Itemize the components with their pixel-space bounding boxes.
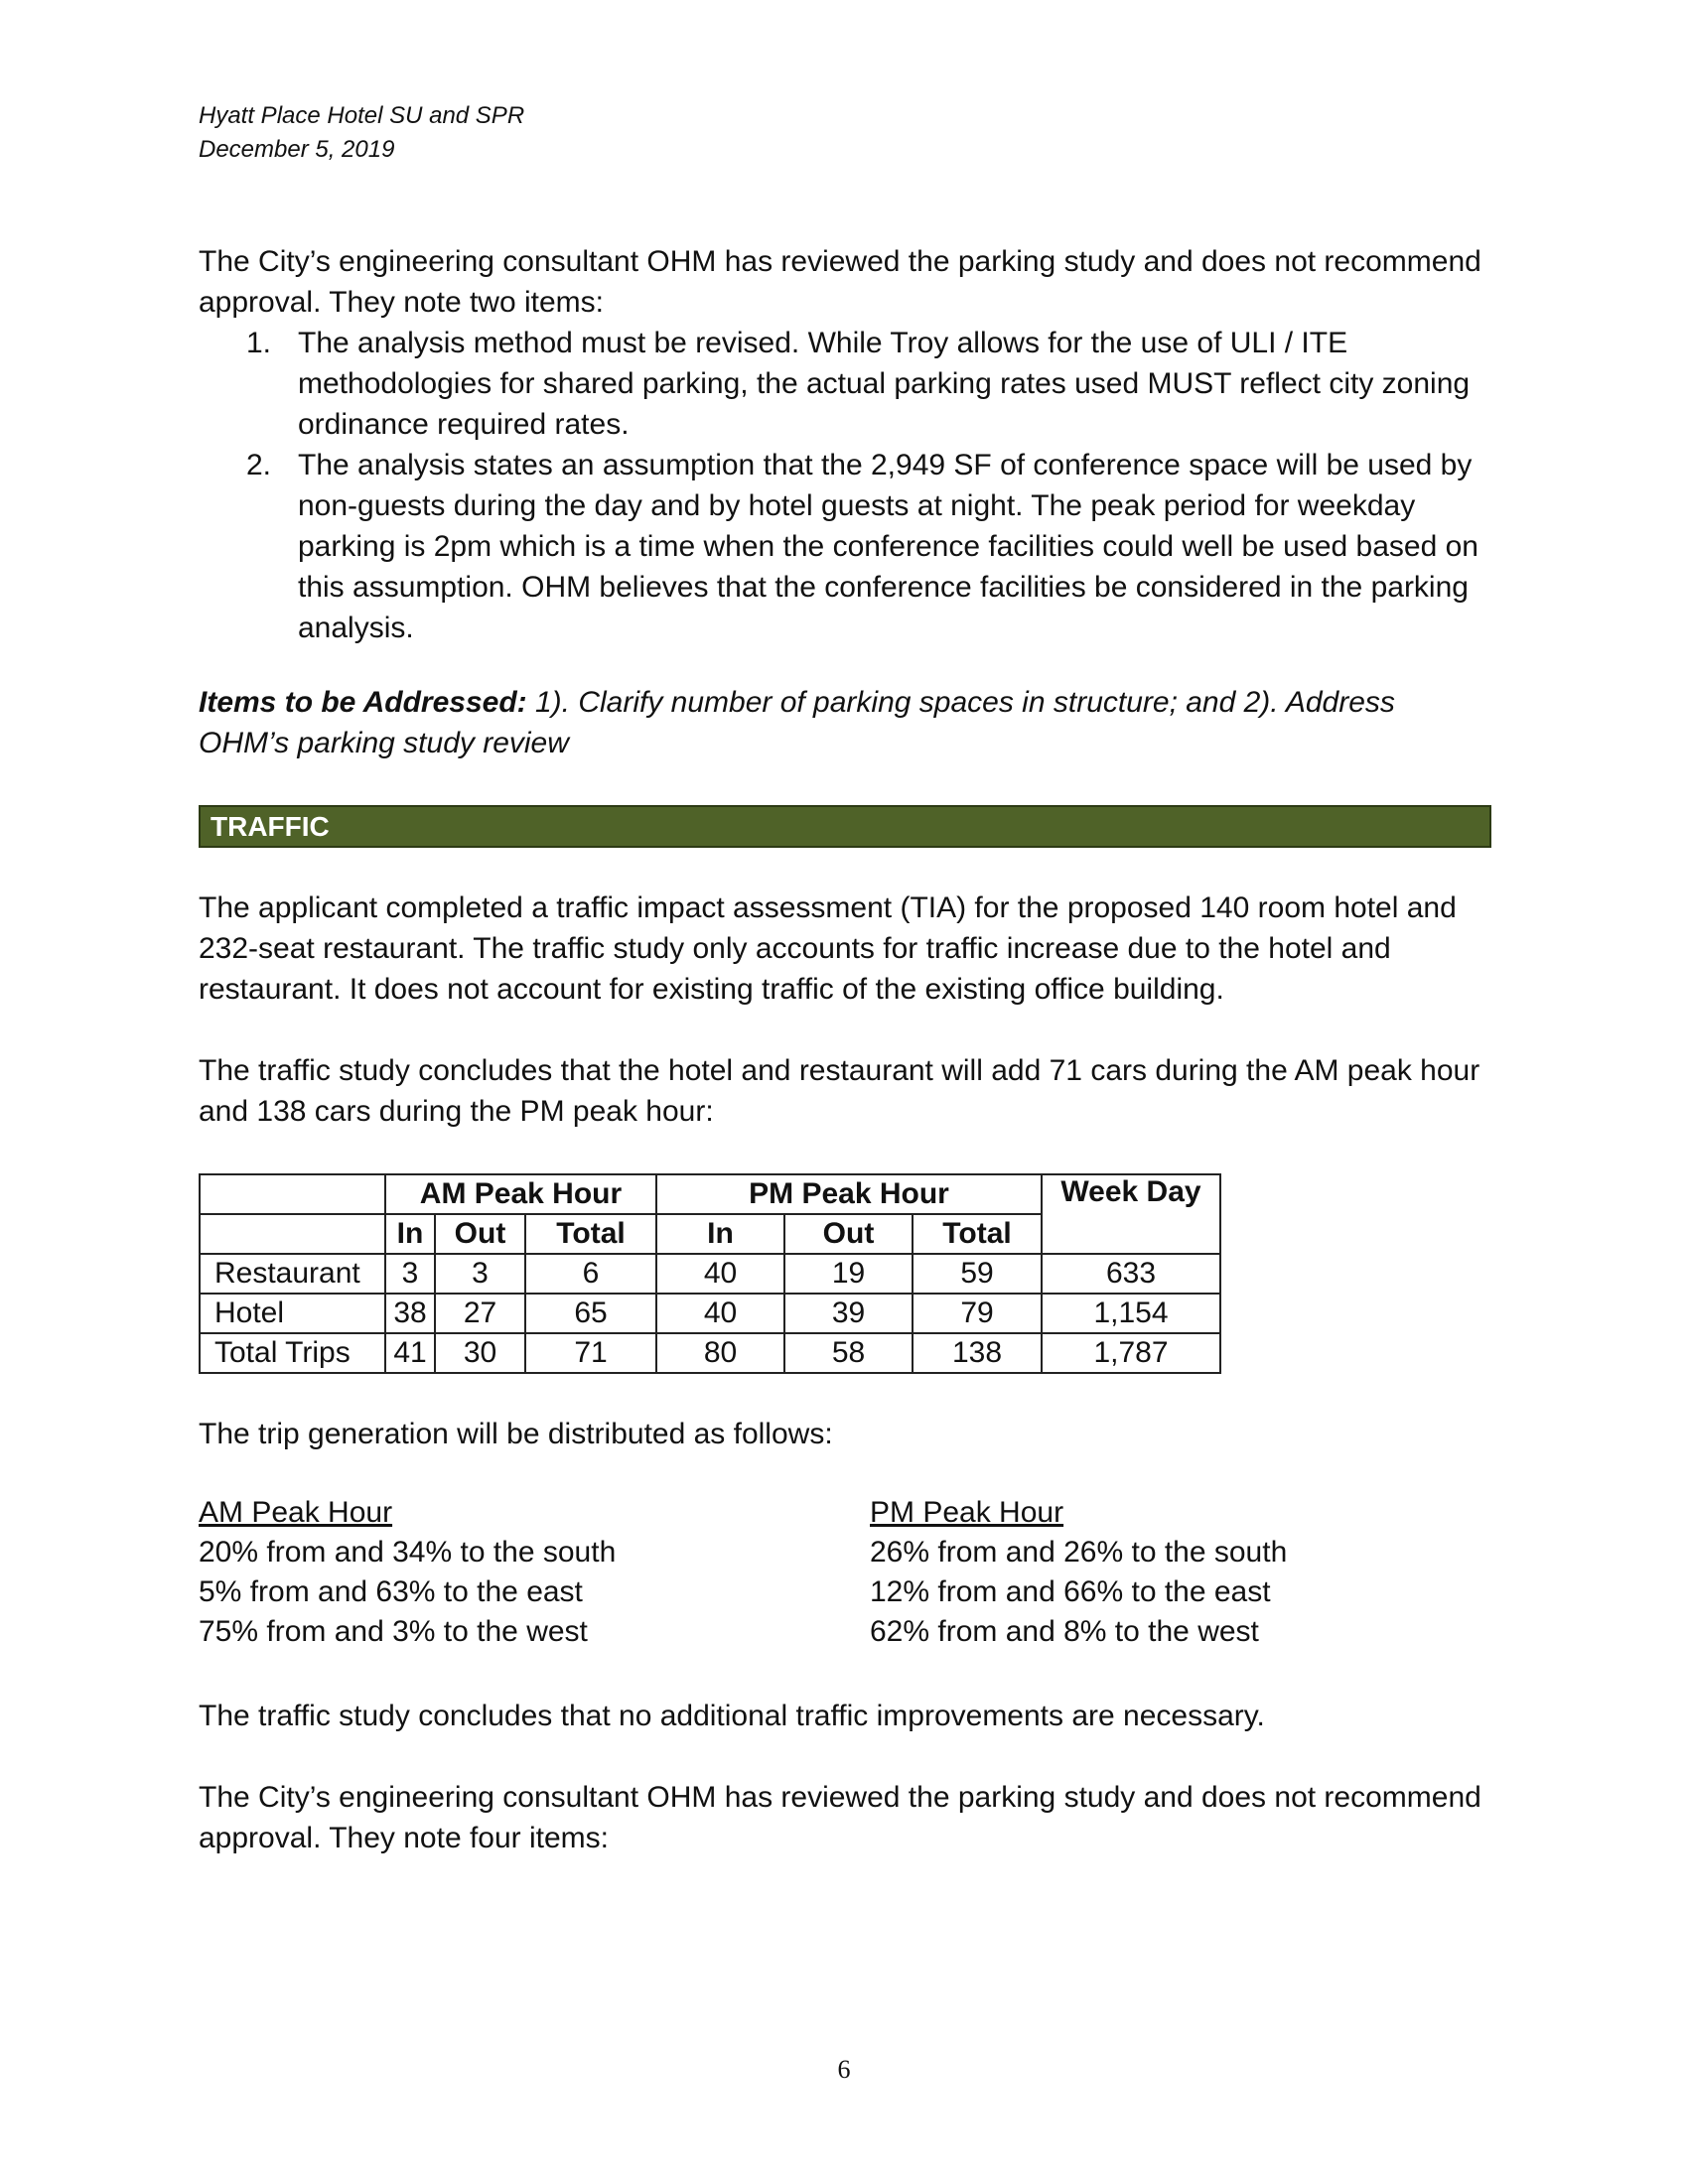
list-number: 1. xyxy=(246,327,272,359)
distribution-line: 75% from and 3% to the west xyxy=(199,1615,588,1648)
items-to-be-addressed xyxy=(199,682,1489,763)
subheader-pm-total: Total xyxy=(913,1214,1042,1254)
header-week-day: Week Day xyxy=(1042,1174,1220,1254)
list-number: 2. xyxy=(246,449,272,481)
list-text: The analysis states an assumption that the 2,949 SF of conference space will be used by non-guests during the day and by hotel guests at night. The peak period for weekday parking is 2pm which is a time when the conference facilities could well be used based on this assumption. OHM believes that the conference facilities be considered in the parking analysis. xyxy=(298,449,1478,644)
table-corner-cell xyxy=(200,1174,385,1214)
header-am-peak-hour: AM Peak Hour xyxy=(385,1174,656,1214)
table-cell: 19 xyxy=(784,1254,913,1294)
table-cell: 3 xyxy=(385,1254,435,1294)
traffic-review-intro: The City’s engineering consultant OHM has reviewed the parking study and does not recommend approval. They note four items: xyxy=(199,1781,1481,1854)
pm-distribution xyxy=(870,1493,1485,1652)
table-blank-cell xyxy=(200,1214,385,1254)
table-cell: 3 xyxy=(435,1254,525,1294)
table-row xyxy=(200,1254,1220,1294)
table-cell: 80 xyxy=(656,1333,784,1373)
table-cell: 1,787 xyxy=(1042,1333,1220,1373)
subheader-am-in: In xyxy=(385,1214,435,1254)
row-label: Restaurant xyxy=(200,1254,385,1294)
table-cell: 79 xyxy=(913,1294,1042,1333)
distribution-line: 5% from and 63% to the east xyxy=(199,1575,583,1608)
table-header-row xyxy=(200,1174,1220,1214)
traffic-paragraph-2: The traffic study concludes that the hotel and restaurant will add 71 cars during the AM peak hour and 138 cars during the PM peak hour: xyxy=(199,1054,1480,1128)
table-cell: 40 xyxy=(656,1294,784,1333)
table-cell: 71 xyxy=(525,1333,656,1373)
table-row xyxy=(200,1294,1220,1333)
page-number: 6 xyxy=(837,2055,851,2084)
section-heading-traffic: TRAFFIC xyxy=(199,805,1491,848)
table-cell: 38 xyxy=(385,1294,435,1333)
table-row xyxy=(200,1333,1220,1373)
table-cell: 65 xyxy=(525,1294,656,1333)
table-cell: 27 xyxy=(435,1294,525,1333)
table-cell: 30 xyxy=(435,1333,525,1373)
distribution-line: 12% from and 66% to the east xyxy=(870,1575,1271,1608)
table-cell: 58 xyxy=(784,1333,913,1373)
list-text: The analysis method must be revised. While Troy allows for the use of ULI / ITE methodologies for shared parking, the actual parking rates used MUST reflect city zoning ordinance required rates. xyxy=(298,327,1471,441)
table-cell: 59 xyxy=(913,1254,1042,1294)
items-colon: : xyxy=(516,686,535,719)
distribution-line: 26% from and 26% to the south xyxy=(870,1536,1288,1569)
am-distribution-title: AM Peak Hour xyxy=(199,1496,393,1529)
distribution-intro: The trip generation will be distributed as follows: xyxy=(199,1418,833,1450)
row-label: Hotel xyxy=(200,1294,385,1333)
subheader-am-out: Out xyxy=(435,1214,525,1254)
table-cell: 39 xyxy=(784,1294,913,1333)
distribution-line: 62% from and 8% to the west xyxy=(870,1615,1259,1648)
trip-generation-table xyxy=(199,1173,1221,1374)
traffic-paragraph-1: The applicant completed a traffic impact assessment (TIA) for the proposed 140 room hotel and 232-seat restaurant. The traffic study only accounts for traffic increase due to the hotel and restaurant. It does not account for existing traffic of the existing office building. xyxy=(199,891,1457,1006)
row-label: Total Trips xyxy=(200,1333,385,1373)
parking-review-list xyxy=(199,323,1489,648)
header-date: December 5, 2019 xyxy=(199,136,395,163)
table-cell: 1,154 xyxy=(1042,1294,1220,1333)
header-pm-peak-hour: PM Peak Hour xyxy=(656,1174,1042,1214)
pm-distribution-title: PM Peak Hour xyxy=(870,1496,1064,1529)
items-label: Items to be Addressed xyxy=(199,686,517,719)
am-distribution xyxy=(199,1493,844,1652)
distribution-line: 20% from and 34% to the south xyxy=(199,1536,617,1569)
header-title: Hyatt Place Hotel SU and SPR xyxy=(199,102,525,129)
table-cell: 138 xyxy=(913,1333,1042,1373)
items-text: 1). Clarify number of parking spaces in structure; and 2). Address OHM’s parking study review xyxy=(199,686,1395,759)
subheader-pm-out: Out xyxy=(784,1214,913,1254)
table-cell: 6 xyxy=(525,1254,656,1294)
table-cell: 40 xyxy=(656,1254,784,1294)
list-item xyxy=(199,445,1489,648)
parking-review-intro: The City’s engineering consultant OHM has reviewed the parking study and does not recommend approval. They note two items: xyxy=(199,245,1481,319)
table-cell: 41 xyxy=(385,1333,435,1373)
traffic-conclusion: The traffic study concludes that no additional traffic improvements are necessary. xyxy=(199,1700,1265,1732)
table-cell: 633 xyxy=(1042,1254,1220,1294)
subheader-pm-in: In xyxy=(656,1214,784,1254)
list-item xyxy=(199,323,1489,445)
subheader-am-total: Total xyxy=(525,1214,656,1254)
